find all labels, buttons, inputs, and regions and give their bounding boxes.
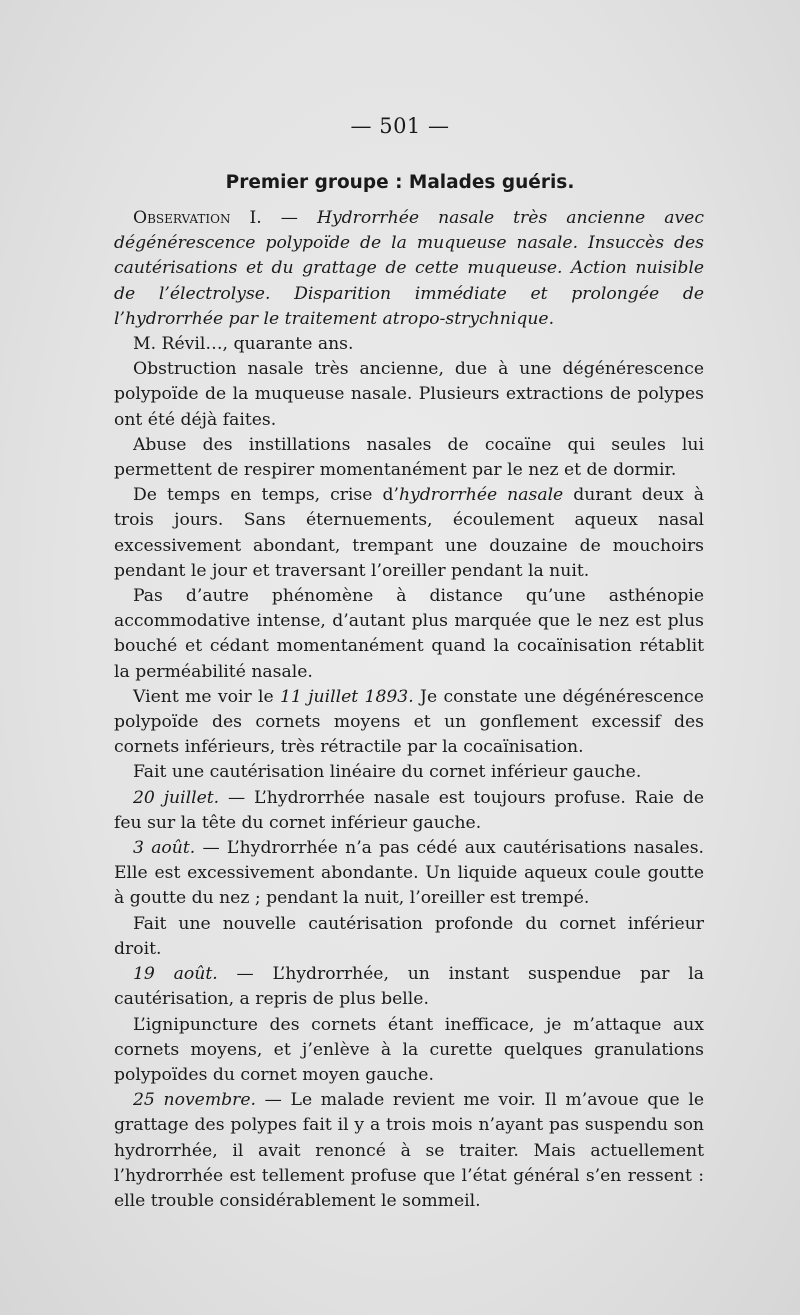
observation-label: Observation I. (133, 208, 262, 228)
text-run: Vient me voir le (133, 686, 280, 707)
observation-dash: — (261, 208, 317, 228)
paragraph (114, 483, 704, 584)
paragraph: Fait une nouvelle cautérisation profonde du cornet inférieur droit. (114, 913, 704, 959)
text-run: — L’hydrorrhée nasale est toujours profuse. Raie de feu sur la tête du cornet inférieur gauche. (114, 787, 704, 833)
paragraph (114, 1088, 704, 1214)
paragraph: Fait une cautérisation linéaire du cornet inférieur gauche. (133, 762, 642, 783)
date-label: 20 juillet. (133, 787, 220, 808)
paragraph: Abuse des instillations nasales de cocaïne qui seules lui permettent de respirer momentanément par le nez et de dormir. (114, 434, 704, 481)
text-run: Je constate une dégénérescence polypoïde des cornets moyens et un gonflement excessif des cornets inférieurs, très rétractile par la cocaïnisation. (114, 686, 704, 758)
section-title: Premier groupe : Malades guéris. (225, 172, 575, 193)
text-run: — L’hydrorrhée n’a pas cédé aux cautérisations nasales. Elle est excessivement abondante. Un liquide aqueux coule goutte à goutte du nez ; pendant la nuit, l’oreiller est trempé. (114, 838, 705, 909)
paragraph (114, 786, 704, 836)
paragraph: L’ignipuncture des cornets étant inefficace, je m’attaque aux cornets moyens, et j’enlève à la curette quelques granulations polypoïdes du cornet moyen gauche. (114, 1014, 704, 1085)
paragraph (114, 836, 704, 912)
paragraph: M. Révil…, quarante ans. (133, 334, 354, 355)
italic-run: hydrorrhée nasale (398, 485, 564, 506)
paragraph: Pas d’autre phénomène à distance qu’une asthénopie accommodative intense, d’autant plus marquée que le nez est plus bouché et cédant momentanément quand la cocaïnisation rétablit la perméabilité nasale. (114, 586, 704, 682)
text-run: — L’hydrorrhée, un instant suspendue par la cautérisation, a repris de plus belle. (114, 964, 704, 1010)
date-label: 19 août. (133, 964, 218, 985)
italic-run: 11 juillet 1893. (280, 686, 414, 707)
date-label: 3 août. (133, 838, 196, 859)
date-label: 25 novembre. (133, 1090, 256, 1111)
observation-heading (114, 206, 704, 332)
body-text (114, 206, 704, 1214)
text-run: De temps en temps, crise d’ (133, 485, 399, 506)
paragraph: Obstruction nasale très ancienne, due à une dégénérescence polypoïde de la muqueuse nasale. Plusieurs extractions de polypes ont été déjà faites. (114, 359, 704, 430)
paragraph (114, 962, 704, 1012)
page-number: — 501 — (350, 114, 450, 138)
text-run: — Le malade revient me voir. Il m’avoue que le grattage des polypes fait il y a trois mois n’ayant pas suspendu son hydrorrhée, il avait renoncé à se traiter. Mais actuellement l’hydrorrhée est tellement profuse que l’état général s’en ressent : elle trouble considérablement le sommeil. (114, 1090, 704, 1211)
text-run: durant deux à trois jours. Sans éternuements, écoulement aqueux nasal excessivement abondant, trempant une douzaine de mouchoirs pendant le jour et traversant l’oreiller pendant la nuit. (114, 485, 704, 581)
paragraph (114, 685, 704, 761)
observation-title: Hydrorrhée nasale très ancienne avec dégénérescence polypoïde de la muqueuse nasale. Insuccès des cautérisations et du grattage de cette muqueuse. Action nuisible de l’électrolyse. Disparition immédiate et prolongée de l’hydrorrhée par le traitement atropo-strychnique. (114, 208, 704, 329)
